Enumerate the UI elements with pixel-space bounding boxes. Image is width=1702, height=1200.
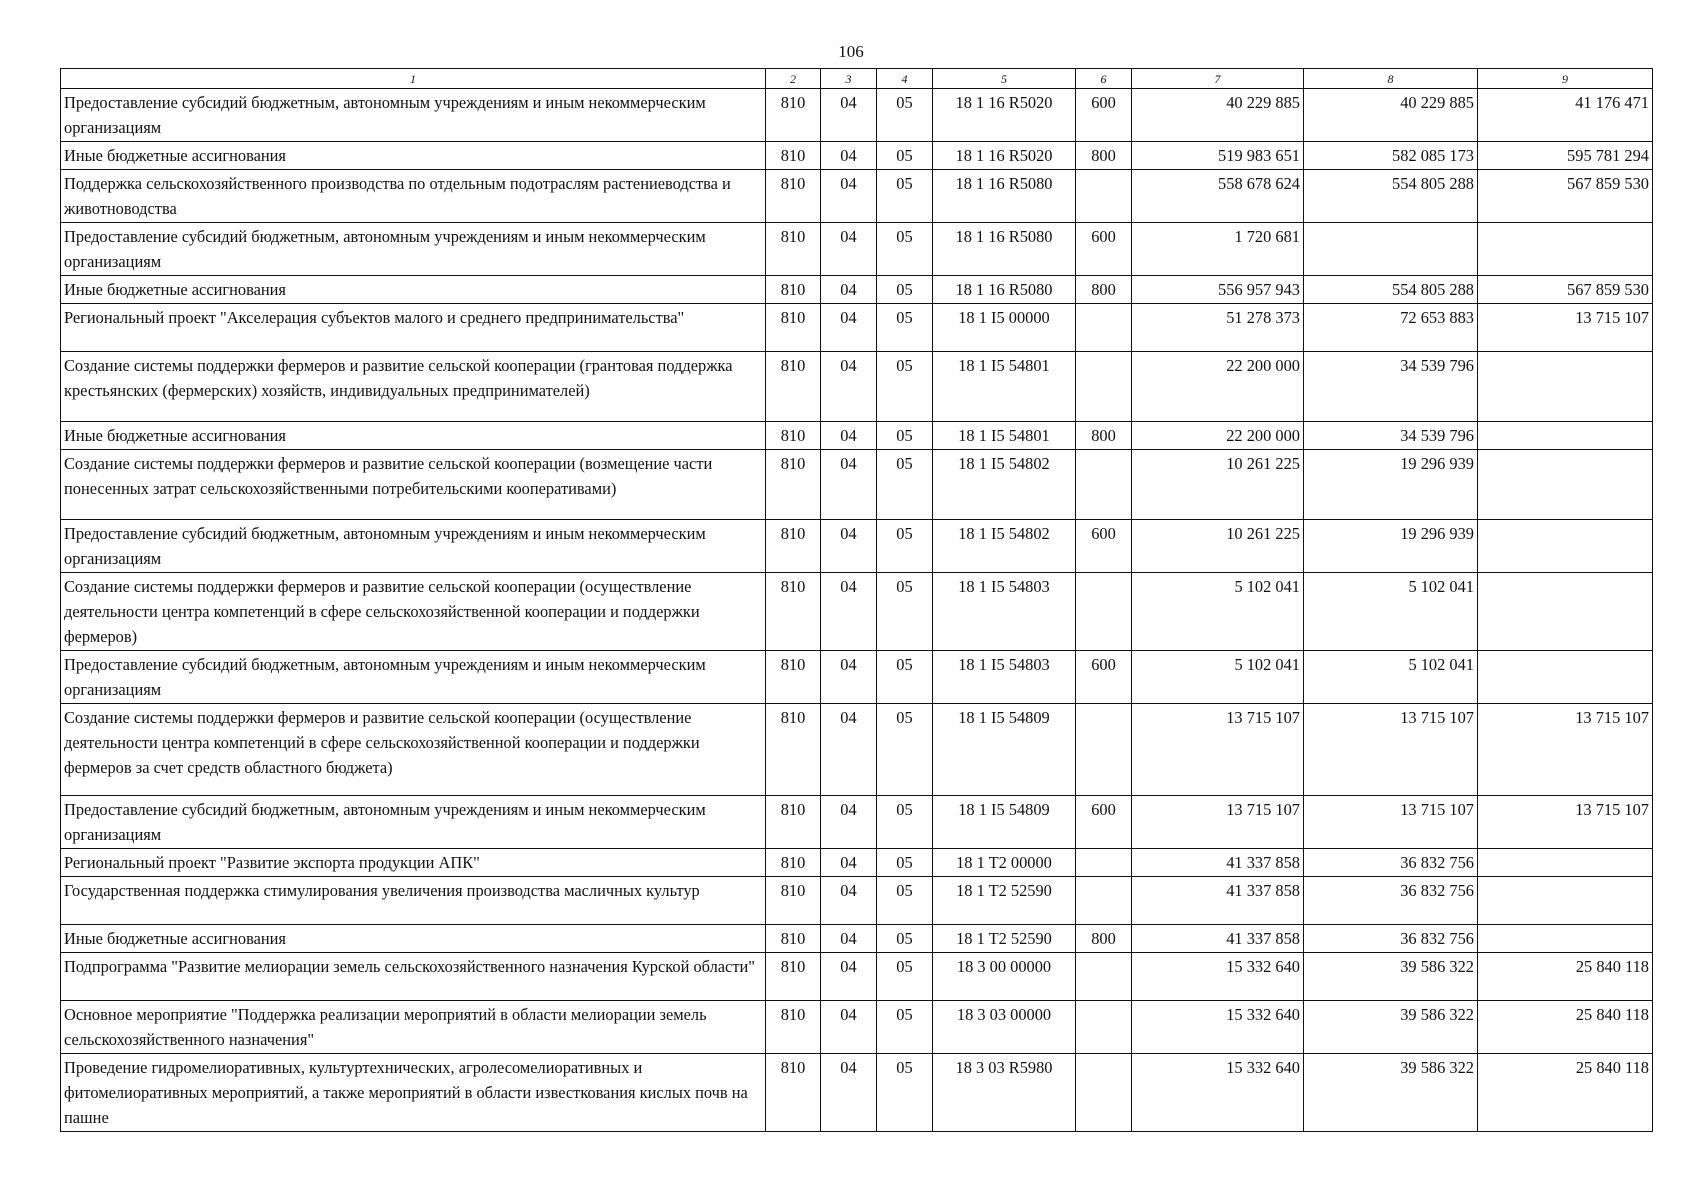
expense-type-cell: 600 bbox=[1076, 796, 1132, 849]
target-article-cell: 18 3 03 R5980 bbox=[933, 1054, 1076, 1132]
amount-col9-cell: 13 715 107 bbox=[1478, 796, 1653, 849]
table-row bbox=[61, 704, 1653, 796]
amount-col9-cell bbox=[1478, 450, 1653, 520]
amount-col7-cell: 519 983 651 bbox=[1132, 142, 1304, 170]
column-header-1: 1 bbox=[61, 69, 766, 89]
section-code-cell: 04 bbox=[821, 849, 877, 877]
target-article-cell: 18 1 16 R5080 bbox=[933, 170, 1076, 223]
ministry-code-cell: 810 bbox=[766, 223, 821, 276]
target-article-cell: 18 1 I5 54803 bbox=[933, 651, 1076, 704]
table-row bbox=[61, 796, 1653, 849]
target-article-cell: 18 1 I5 54801 bbox=[933, 352, 1076, 422]
amount-col9-cell: 13 715 107 bbox=[1478, 704, 1653, 796]
section-code-cell: 04 bbox=[821, 953, 877, 1001]
name-cell: Региональный проект "Развитие экспорта продукции АПК" bbox=[61, 849, 766, 877]
name-cell: Иные бюджетные ассигнования bbox=[61, 142, 766, 170]
subsection-code-cell: 05 bbox=[877, 849, 933, 877]
section-code-cell: 04 bbox=[821, 877, 877, 925]
amount-col9-cell bbox=[1478, 925, 1653, 953]
amount-col9-cell bbox=[1478, 422, 1653, 450]
amount-col8-cell: 582 085 173 bbox=[1304, 142, 1478, 170]
amount-col9-cell: 25 840 118 bbox=[1478, 953, 1653, 1001]
table-row bbox=[61, 1001, 1653, 1054]
target-article-cell: 18 1 T2 52590 bbox=[933, 925, 1076, 953]
ministry-code-cell: 810 bbox=[766, 170, 821, 223]
budget-table bbox=[60, 68, 1653, 1132]
section-code-cell: 04 bbox=[821, 223, 877, 276]
amount-col7-cell: 5 102 041 bbox=[1132, 651, 1304, 704]
amount-col8-cell: 13 715 107 bbox=[1304, 796, 1478, 849]
header-row bbox=[61, 69, 1653, 89]
amount-col8-cell: 40 229 885 bbox=[1304, 89, 1478, 142]
amount-col7-cell: 41 337 858 bbox=[1132, 925, 1304, 953]
name-cell: Предоставление субсидий бюджетным, автономным учреждениям и иным некоммерческим организациям bbox=[61, 520, 766, 573]
section-code-cell: 04 bbox=[821, 142, 877, 170]
amount-col9-cell: 25 840 118 bbox=[1478, 1054, 1653, 1132]
amount-col9-cell: 567 859 530 bbox=[1478, 170, 1653, 223]
name-cell: Государственная поддержка стимулирования увеличения производства масличных культур bbox=[61, 877, 766, 925]
subsection-code-cell: 05 bbox=[877, 170, 933, 223]
expense-type-cell bbox=[1076, 704, 1132, 796]
subsection-code-cell: 05 bbox=[877, 796, 933, 849]
table-row bbox=[61, 223, 1653, 276]
amount-col9-cell: 13 715 107 bbox=[1478, 304, 1653, 352]
expense-type-cell: 800 bbox=[1076, 276, 1132, 304]
name-cell: Основное мероприятие "Поддержка реализации мероприятий в области мелиорации земель сельскохозяйственного назначения" bbox=[61, 1001, 766, 1054]
ministry-code-cell: 810 bbox=[766, 573, 821, 651]
section-code-cell: 04 bbox=[821, 89, 877, 142]
ministry-code-cell: 810 bbox=[766, 651, 821, 704]
subsection-code-cell: 05 bbox=[877, 142, 933, 170]
expense-type-cell: 800 bbox=[1076, 925, 1132, 953]
name-cell: Создание системы поддержки фермеров и развитие сельской кооперации (возмещение части понесенных затрат сельскохозяйственными потребительскими кооперативами) bbox=[61, 450, 766, 520]
amount-col7-cell: 15 332 640 bbox=[1132, 953, 1304, 1001]
name-cell: Региональный проект "Акселерация субъектов малого и среднего предпринимательства" bbox=[61, 304, 766, 352]
target-article-cell: 18 1 I5 54802 bbox=[933, 450, 1076, 520]
ministry-code-cell: 810 bbox=[766, 1001, 821, 1054]
amount-col8-cell: 36 832 756 bbox=[1304, 877, 1478, 925]
target-article-cell: 18 1 I5 54809 bbox=[933, 796, 1076, 849]
amount-col7-cell: 558 678 624 bbox=[1132, 170, 1304, 223]
table-row bbox=[61, 651, 1653, 704]
amount-col7-cell: 51 278 373 bbox=[1132, 304, 1304, 352]
amount-col7-cell: 13 715 107 bbox=[1132, 796, 1304, 849]
name-cell: Предоставление субсидий бюджетным, автономным учреждениям и иным некоммерческим организациям bbox=[61, 796, 766, 849]
section-code-cell: 04 bbox=[821, 170, 877, 223]
subsection-code-cell: 05 bbox=[877, 520, 933, 573]
expense-type-cell bbox=[1076, 352, 1132, 422]
ministry-code-cell: 810 bbox=[766, 89, 821, 142]
expense-type-cell bbox=[1076, 1054, 1132, 1132]
amount-col8-cell: 72 653 883 bbox=[1304, 304, 1478, 352]
target-article-cell: 18 1 I5 54809 bbox=[933, 704, 1076, 796]
ministry-code-cell: 810 bbox=[766, 304, 821, 352]
expense-type-cell bbox=[1076, 953, 1132, 1001]
subsection-code-cell: 05 bbox=[877, 89, 933, 142]
subsection-code-cell: 05 bbox=[877, 651, 933, 704]
amount-col8-cell bbox=[1304, 223, 1478, 276]
amount-col7-cell: 1 720 681 bbox=[1132, 223, 1304, 276]
table-row bbox=[61, 877, 1653, 925]
expense-type-cell bbox=[1076, 849, 1132, 877]
ministry-code-cell: 810 bbox=[766, 877, 821, 925]
subsection-code-cell: 05 bbox=[877, 1001, 933, 1054]
ministry-code-cell: 810 bbox=[766, 1054, 821, 1132]
name-cell: Иные бюджетные ассигнования bbox=[61, 422, 766, 450]
ministry-code-cell: 810 bbox=[766, 352, 821, 422]
ministry-code-cell: 810 bbox=[766, 276, 821, 304]
amount-col8-cell: 36 832 756 bbox=[1304, 849, 1478, 877]
table-row bbox=[61, 170, 1653, 223]
ministry-code-cell: 810 bbox=[766, 142, 821, 170]
amount-col7-cell: 5 102 041 bbox=[1132, 573, 1304, 651]
name-cell: Иные бюджетные ассигнования bbox=[61, 925, 766, 953]
ministry-code-cell: 810 bbox=[766, 925, 821, 953]
column-header-8: 8 bbox=[1304, 69, 1478, 89]
name-cell: Создание системы поддержки фермеров и развитие сельской кооперации (осуществление деятельности центра компетенций в сфере сельскохозяйственной кооперации и поддержки фермеров) bbox=[61, 573, 766, 651]
amount-col8-cell: 19 296 939 bbox=[1304, 520, 1478, 573]
table-row bbox=[61, 89, 1653, 142]
amount-col9-cell bbox=[1478, 573, 1653, 651]
target-article-cell: 18 3 03 00000 bbox=[933, 1001, 1076, 1054]
expense-type-cell bbox=[1076, 170, 1132, 223]
amount-col8-cell: 34 539 796 bbox=[1304, 422, 1478, 450]
ministry-code-cell: 810 bbox=[766, 450, 821, 520]
page-number: 106 bbox=[838, 42, 864, 61]
expense-type-cell bbox=[1076, 450, 1132, 520]
subsection-code-cell: 05 bbox=[877, 422, 933, 450]
name-cell: Иные бюджетные ассигнования bbox=[61, 276, 766, 304]
ministry-code-cell: 810 bbox=[766, 520, 821, 573]
amount-col8-cell: 34 539 796 bbox=[1304, 352, 1478, 422]
amount-col8-cell: 13 715 107 bbox=[1304, 704, 1478, 796]
amount-col7-cell: 41 337 858 bbox=[1132, 849, 1304, 877]
column-header-9: 9 bbox=[1478, 69, 1653, 89]
expense-type-cell bbox=[1076, 573, 1132, 651]
subsection-code-cell: 05 bbox=[877, 1054, 933, 1132]
table-row bbox=[61, 276, 1653, 304]
expense-type-cell: 800 bbox=[1076, 142, 1132, 170]
amount-col9-cell bbox=[1478, 877, 1653, 925]
name-cell: Предоставление субсидий бюджетным, автономным учреждениям и иным некоммерческим организациям bbox=[61, 89, 766, 142]
amount-col7-cell: 10 261 225 bbox=[1132, 450, 1304, 520]
target-article-cell: 18 1 T2 52590 bbox=[933, 877, 1076, 925]
subsection-code-cell: 05 bbox=[877, 704, 933, 796]
table-row bbox=[61, 573, 1653, 651]
amount-col9-cell: 595 781 294 bbox=[1478, 142, 1653, 170]
expense-type-cell bbox=[1076, 1001, 1132, 1054]
amount-col9-cell bbox=[1478, 223, 1653, 276]
target-article-cell: 18 1 I5 54801 bbox=[933, 422, 1076, 450]
ministry-code-cell: 810 bbox=[766, 704, 821, 796]
section-code-cell: 04 bbox=[821, 352, 877, 422]
section-code-cell: 04 bbox=[821, 1001, 877, 1054]
amount-col8-cell: 39 586 322 bbox=[1304, 953, 1478, 1001]
expense-type-cell: 800 bbox=[1076, 422, 1132, 450]
amount-col8-cell: 5 102 041 bbox=[1304, 651, 1478, 704]
amount-col8-cell: 39 586 322 bbox=[1304, 1054, 1478, 1132]
subsection-code-cell: 05 bbox=[877, 925, 933, 953]
target-article-cell: 18 1 16 R5020 bbox=[933, 142, 1076, 170]
name-cell: Создание системы поддержки фермеров и развитие сельской кооперации (осуществление деятельности центра компетенций в сфере сельскохозяйственной кооперации и поддержки фермеров за счет средств областного бюджета) bbox=[61, 704, 766, 796]
amount-col7-cell: 15 332 640 bbox=[1132, 1001, 1304, 1054]
table-row bbox=[61, 142, 1653, 170]
amount-col8-cell: 554 805 288 bbox=[1304, 276, 1478, 304]
amount-col7-cell: 22 200 000 bbox=[1132, 352, 1304, 422]
section-code-cell: 04 bbox=[821, 796, 877, 849]
amount-col9-cell: 25 840 118 bbox=[1478, 1001, 1653, 1054]
table-row bbox=[61, 925, 1653, 953]
amount-col9-cell: 41 176 471 bbox=[1478, 89, 1653, 142]
amount-col7-cell: 22 200 000 bbox=[1132, 422, 1304, 450]
subsection-code-cell: 05 bbox=[877, 877, 933, 925]
target-article-cell: 18 1 I5 00000 bbox=[933, 304, 1076, 352]
name-cell: Поддержка сельскохозяйственного производства по отдельным подотраслям растениеводства и животноводства bbox=[61, 170, 766, 223]
expense-type-cell: 600 bbox=[1076, 223, 1132, 276]
table-row bbox=[61, 450, 1653, 520]
subsection-code-cell: 05 bbox=[877, 953, 933, 1001]
section-code-cell: 04 bbox=[821, 450, 877, 520]
name-cell: Подпрограмма "Развитие мелиорации земель сельскохозяйственного назначения Курской области" bbox=[61, 953, 766, 1001]
subsection-code-cell: 05 bbox=[877, 223, 933, 276]
table-row bbox=[61, 422, 1653, 450]
target-article-cell: 18 1 I5 54803 bbox=[933, 573, 1076, 651]
name-cell: Предоставление субсидий бюджетным, автономным учреждениям и иным некоммерческим организациям bbox=[61, 223, 766, 276]
section-code-cell: 04 bbox=[821, 573, 877, 651]
amount-col9-cell bbox=[1478, 651, 1653, 704]
section-code-cell: 04 bbox=[821, 276, 877, 304]
amount-col7-cell: 556 957 943 bbox=[1132, 276, 1304, 304]
section-code-cell: 04 bbox=[821, 422, 877, 450]
name-cell: Проведение гидромелиоративных, культуртехнических, агролесомелиоративных и фитомелиоративных мероприятий, а также мероприятий в области известкования кислых почв на пашне bbox=[61, 1054, 766, 1132]
subsection-code-cell: 05 bbox=[877, 573, 933, 651]
amount-col8-cell: 5 102 041 bbox=[1304, 573, 1478, 651]
amount-col8-cell: 39 586 322 bbox=[1304, 1001, 1478, 1054]
amount-col7-cell: 10 261 225 bbox=[1132, 520, 1304, 573]
table-row bbox=[61, 953, 1653, 1001]
expense-type-cell: 600 bbox=[1076, 89, 1132, 142]
table-body bbox=[61, 89, 1653, 1132]
amount-col9-cell bbox=[1478, 520, 1653, 573]
expense-type-cell: 600 bbox=[1076, 520, 1132, 573]
amount-col9-cell bbox=[1478, 849, 1653, 877]
ministry-code-cell: 810 bbox=[766, 796, 821, 849]
column-header-4: 4 bbox=[877, 69, 933, 89]
ministry-code-cell: 810 bbox=[766, 953, 821, 1001]
amount-col7-cell: 41 337 858 bbox=[1132, 877, 1304, 925]
amount-col8-cell: 554 805 288 bbox=[1304, 170, 1478, 223]
expense-type-cell bbox=[1076, 304, 1132, 352]
table-row bbox=[61, 304, 1653, 352]
expense-type-cell: 600 bbox=[1076, 651, 1132, 704]
section-code-cell: 04 bbox=[821, 1054, 877, 1132]
amount-col9-cell: 567 859 530 bbox=[1478, 276, 1653, 304]
table-row bbox=[61, 849, 1653, 877]
target-article-cell: 18 1 16 R5020 bbox=[933, 89, 1076, 142]
table-row bbox=[61, 520, 1653, 573]
ministry-code-cell: 810 bbox=[766, 422, 821, 450]
section-code-cell: 04 bbox=[821, 651, 877, 704]
target-article-cell: 18 3 00 00000 bbox=[933, 953, 1076, 1001]
ministry-code-cell: 810 bbox=[766, 849, 821, 877]
name-cell: Создание системы поддержки фермеров и развитие сельской кооперации (грантовая поддержка крестьянских (фермерских) хозяйств, индивидуальных предпринимателей) bbox=[61, 352, 766, 422]
column-header-7: 7 bbox=[1132, 69, 1304, 89]
subsection-code-cell: 05 bbox=[877, 450, 933, 520]
table-row bbox=[61, 352, 1653, 422]
amount-col8-cell: 19 296 939 bbox=[1304, 450, 1478, 520]
target-article-cell: 18 1 T2 00000 bbox=[933, 849, 1076, 877]
amount-col7-cell: 15 332 640 bbox=[1132, 1054, 1304, 1132]
target-article-cell: 18 1 I5 54802 bbox=[933, 520, 1076, 573]
column-header-2: 2 bbox=[766, 69, 821, 89]
column-header-6: 6 bbox=[1076, 69, 1132, 89]
target-article-cell: 18 1 16 R5080 bbox=[933, 276, 1076, 304]
subsection-code-cell: 05 bbox=[877, 352, 933, 422]
subsection-code-cell: 05 bbox=[877, 276, 933, 304]
amount-col7-cell: 40 229 885 bbox=[1132, 89, 1304, 142]
amount-col7-cell: 13 715 107 bbox=[1132, 704, 1304, 796]
amount-col9-cell bbox=[1478, 352, 1653, 422]
amount-col8-cell: 36 832 756 bbox=[1304, 925, 1478, 953]
budget-table-container bbox=[60, 68, 1653, 1132]
subsection-code-cell: 05 bbox=[877, 304, 933, 352]
name-cell: Предоставление субсидий бюджетным, автономным учреждениям и иным некоммерческим организациям bbox=[61, 651, 766, 704]
target-article-cell: 18 1 16 R5080 bbox=[933, 223, 1076, 276]
table-row bbox=[61, 1054, 1653, 1132]
column-header-5: 5 bbox=[933, 69, 1076, 89]
expense-type-cell bbox=[1076, 877, 1132, 925]
section-code-cell: 04 bbox=[821, 304, 877, 352]
column-header-3: 3 bbox=[821, 69, 877, 89]
section-code-cell: 04 bbox=[821, 925, 877, 953]
section-code-cell: 04 bbox=[821, 520, 877, 573]
section-code-cell: 04 bbox=[821, 704, 877, 796]
